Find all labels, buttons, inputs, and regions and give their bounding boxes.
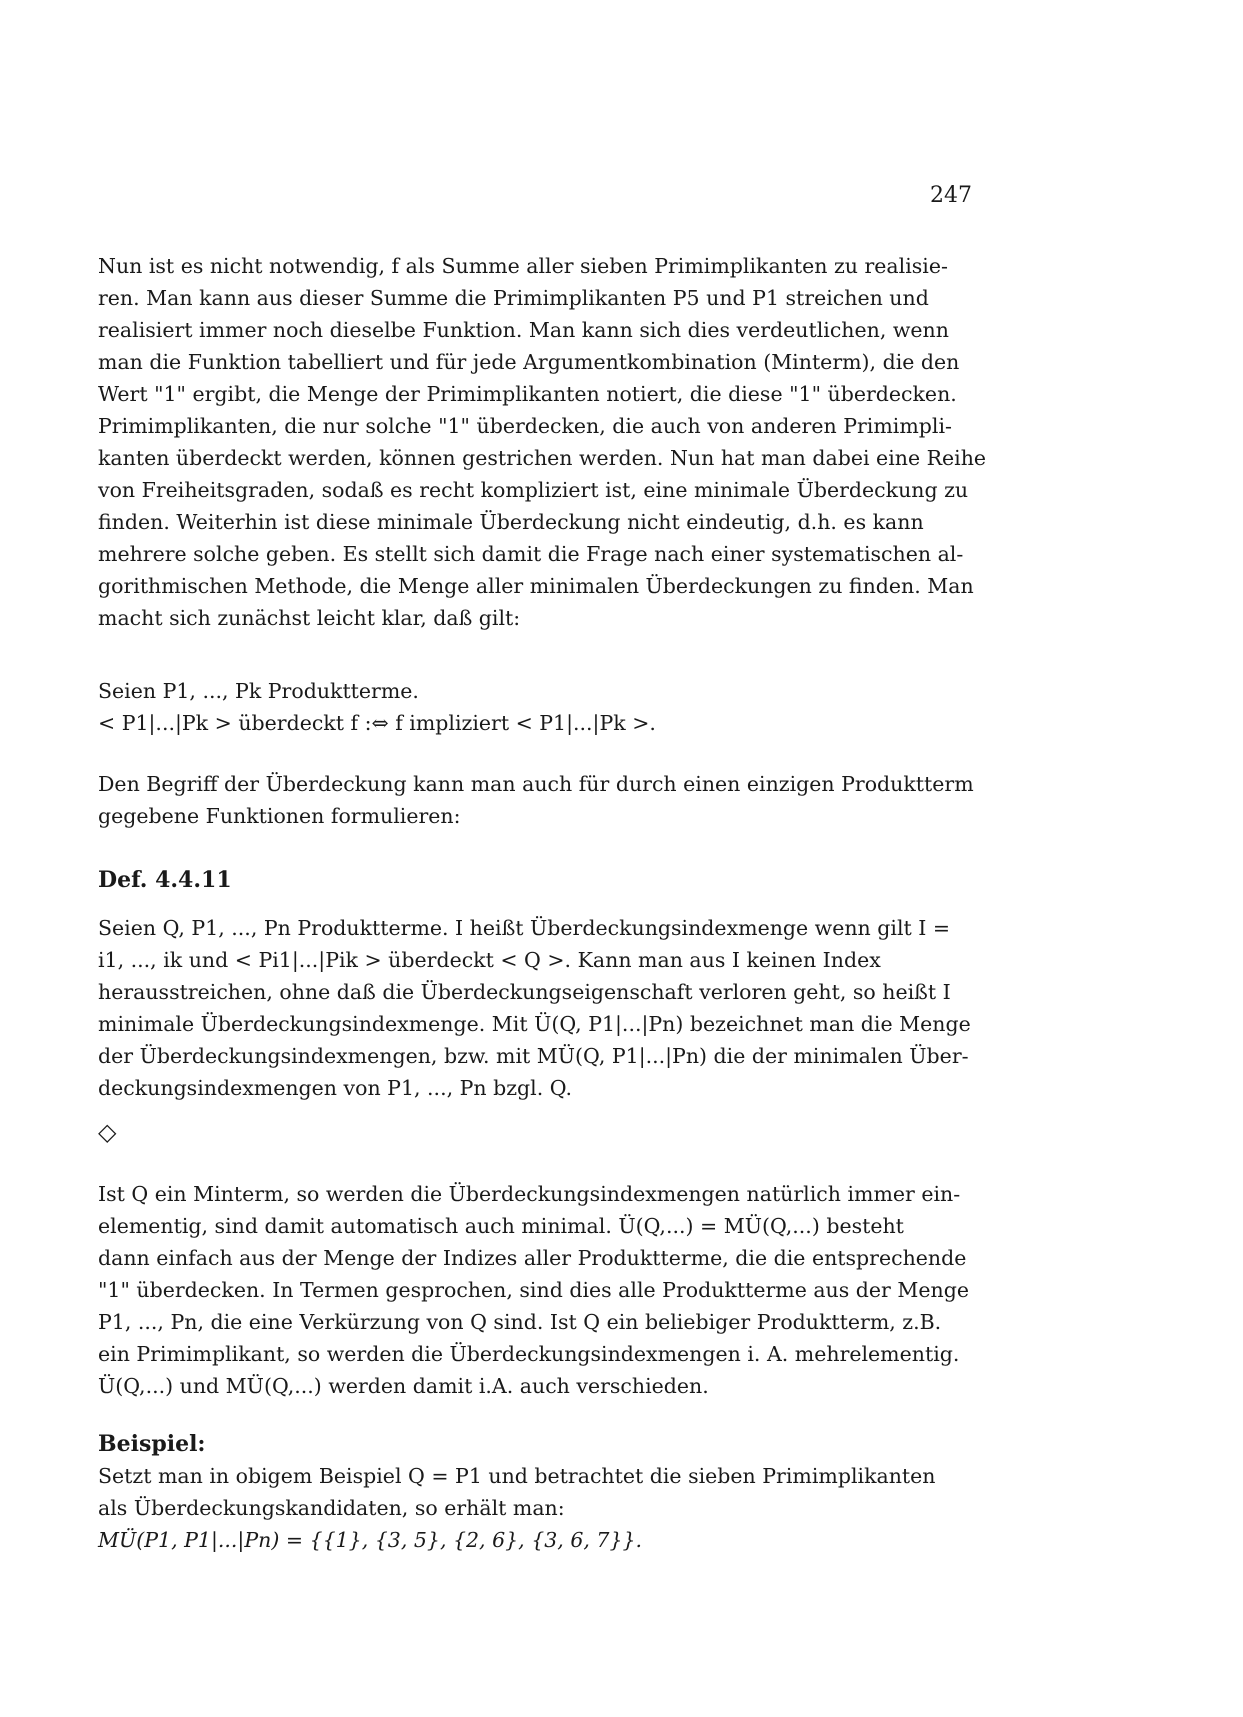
text-line: Primimplikanten, die nur solche "1" überdecken, die auch von anderen Primimpli- [98, 414, 952, 438]
text-line: gorithmischen Methode, die Menge aller minimalen Überdeckungen zu finden. Man [98, 574, 974, 598]
text-line: man die Funktion tabelliert und für jede Argumentkombination (Minterm), die den [98, 350, 960, 374]
text-line: realisiert immer noch dieselbe Funktion. Man kann sich dies verdeutlichen, wenn [98, 318, 949, 342]
text-line: Ü(Q,...) und MÜ(Q,...) werden damit i.A. auch verschieden. [98, 1374, 709, 1398]
text-line: herausstreichen, ohne daß die Überdeckungseigenschaft verloren geht, so heißt I [98, 980, 951, 1004]
text-line: ren. Man kann aus dieser Summe die Primimplikanten P5 und P1 streichen und [98, 286, 929, 310]
text-line: Nun ist es nicht notwendig, f als Summe aller sieben Primimplikanten zu realisie- [98, 254, 948, 278]
text-line: elementig, sind damit automatisch auch minimal. Ü(Q,...) = MÜ(Q,...) besteht [98, 1214, 904, 1238]
statement-line: Seien P1, ..., Pk Produktterme. [98, 679, 419, 703]
text-line: dann einfach aus der Menge der Indizes aller Produktterme, die die entsprechende [98, 1246, 967, 1270]
example-heading [98, 1428, 1012, 1460]
text-line: P1, ..., Pn, die eine Verkürzung von Q sind. Ist Q ein beliebiger Produktterm, z.B. [98, 1310, 942, 1334]
text-line: minimale Überdeckungsindexmenge. Mit Ü(Q, P1|...|Pn) bezeichnet man die Menge [98, 1012, 971, 1036]
paragraph-intro-lines [98, 250, 1012, 634]
definition-body [98, 912, 1012, 1104]
text-line: als Überdeckungskandidaten, so erhält man: [98, 1496, 565, 1520]
text-line: Den Begriff der Überdeckung kann man auch für durch einen einzigen Produktterm [98, 772, 974, 796]
example-body [98, 1460, 1012, 1556]
definition-title: Def. 4.4.11 [98, 867, 232, 893]
end-of-definition-mark: ◇ [98, 1118, 117, 1146]
text-line: der Überdeckungsindexmengen, bzw. mit MÜ(Q, P1|...|Pn) die der minimalen Über- [98, 1044, 969, 1068]
text-line: Ist Q ein Minterm, so werden die Überdeckungsindexmengen natürlich immer ein- [98, 1182, 961, 1206]
text-line: "1" überdecken. In Termen gesprochen, sind dies alle Produktterme aus der Menge [98, 1278, 969, 1302]
text-line: macht sich zunächst leicht klar, daß gilt: [98, 606, 521, 630]
page-number: 247 [930, 183, 972, 208]
text-line: Setzt man in obigem Beispiel Q = P1 und betrachtet die sieben Primimplikanten [98, 1464, 936, 1488]
text-line: kanten überdeckt werden, können gestrichen werden. Nun hat man dabei eine Reihe [98, 446, 987, 470]
text-line: gegebene Funktionen formulieren: [98, 804, 461, 828]
coverage-statement [98, 675, 1012, 739]
text-line: deckungsindexmengen von P1, ..., Pn bzgl. Q. [98, 1076, 573, 1100]
text-line: ein Primimplikant, so werden die Überdeckungsindexmengen i. A. mehrelementig. [98, 1342, 960, 1366]
text-line: i1, ..., ik und < Pi1|...|Pik > überdeckt < Q >. Kann man aus I keinen Index [98, 948, 881, 972]
paragraph-coverage-intro [98, 768, 1012, 832]
text-line: Wert "1" ergibt, die Menge der Primimplikanten notiert, die diese "1" überdecken. [98, 382, 957, 406]
text-line: von Freiheitsgraden, sodaß es recht kompliziert ist, eine minimale Überdeckung zu [98, 478, 969, 502]
definition-heading [98, 864, 1012, 896]
paragraph-minterm [98, 1178, 1012, 1402]
text-line: finden. Weiterhin ist diese minimale Überdeckung nicht eindeutig, d.h. es kann [98, 510, 924, 534]
example-formula: MÜ(P1, P1|...|Pn) = {{1}, {3, 5}, {2, 6}, {3, 6, 7}}. [98, 1528, 643, 1552]
text-line: mehrere solche geben. Es stellt sich damit die Frage nach einer systematischen al- [98, 542, 964, 566]
statement-line: < P1|...|Pk > überdeckt f :⇔ f impliziert < P1|...|Pk >. [98, 711, 656, 735]
paragraph-intro [98, 250, 1012, 634]
text-line: Seien Q, P1, ..., Pn Produktterme. I heißt Überdeckungsindexmenge wenn gilt I = [98, 916, 951, 940]
example-title: Beispiel: [98, 1431, 206, 1457]
